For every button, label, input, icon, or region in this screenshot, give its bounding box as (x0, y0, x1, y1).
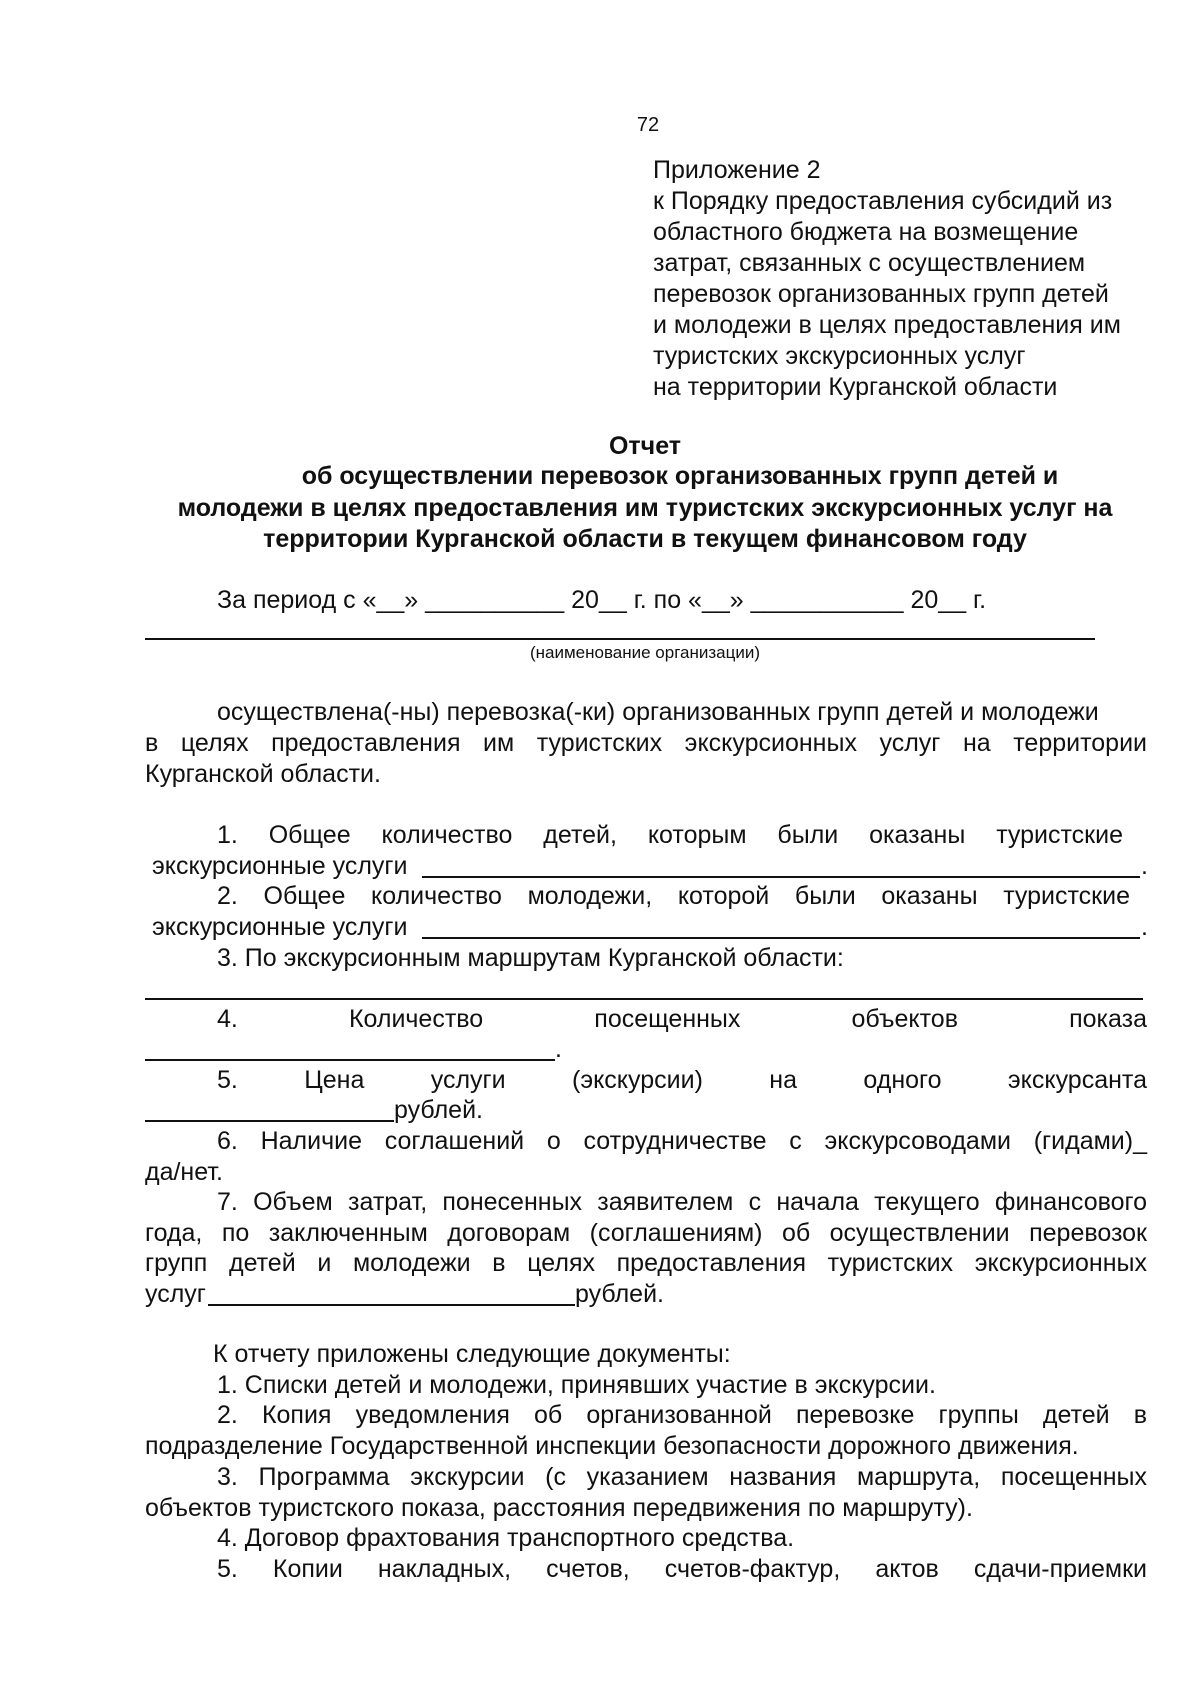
item-1-blank (422, 876, 1140, 878)
item-7-text: услуг (145, 1280, 206, 1308)
item-7-unit: рублей. (575, 1280, 665, 1308)
intro-line: осуществлена(-ны) перевозка(-ки) организованных групп детей и молодежи (217, 698, 1099, 726)
appendix-line: к Порядку предоставления субсидий из (653, 187, 1113, 215)
report-subtitle-line: об осуществлении перевозок организованных групп детей и (301, 462, 1059, 490)
item-3-blank (145, 998, 1143, 1000)
item-3-text: 3. По экскурсионным маршрутам Курганской области: (217, 944, 844, 972)
attachment-item: 1. Списки детей и молодежи, принявших участие в экскурсии. (217, 1371, 936, 1399)
intro-line: в целях предоставления им туристских экскурсионных услуг на территории (145, 729, 1147, 757)
item-2-dot: . (1141, 913, 1148, 941)
appendix-line: на территории Курганской области (653, 373, 1058, 401)
appendix-line: перевозок организованных групп детей (653, 280, 1109, 308)
report-title: Отчет (608, 432, 682, 460)
item-1-text: 1. Общее количество детей, которым были оказаны туристские (217, 821, 1123, 849)
appendix-line: областного бюджета на возмещение (653, 218, 1079, 246)
appendix-line: затрат, связанных с осуществлением (653, 249, 1086, 277)
item-7-blank (208, 1304, 575, 1306)
page-number: 72 (636, 114, 660, 136)
attachment-item: 3. Программа экскурсии (с указанием названия маршрута, посещенных (217, 1463, 1147, 1491)
item-7-text: 7. Объем затрат, понесенных заявителем с начала текущего финансового (217, 1188, 1147, 1216)
item-7-text: групп детей и молодежи в целях предоставления туристских экскурсионных (145, 1249, 1147, 1277)
report-subtitle-line: молодежи в целях предоставления им туристских экскурсионных услуг на (177, 494, 1113, 522)
item-6-text: 6. Наличие соглашений о сотрудничестве с экскурсоводами (гидами)_ (217, 1127, 1147, 1155)
item-1-text: экскурсионные услуги (152, 852, 408, 880)
item-5-unit: рублей. (394, 1096, 484, 1124)
attachment-item: 4. Договор фрахтования транспортного средства. (217, 1524, 795, 1552)
item-5-blank (145, 1120, 394, 1122)
org-name-caption: (наименование организации) (529, 643, 761, 662)
appendix-line: и молодежи в целях предоставления им (653, 311, 1121, 339)
attachment-item: 5. Копии накладных, счетов, счетов-фактур, актов сдачи-приемки (217, 1555, 1147, 1583)
item-4-dot: . (555, 1035, 562, 1063)
report-subtitle-line: территории Курганской области в текущем финансовом году (263, 525, 1027, 553)
item-2-text: экскурсионные услуги (152, 913, 408, 941)
attachment-item: подразделение Государственной инспекции безопасности дорожного движения. (145, 1432, 1079, 1460)
item-2-blank (422, 937, 1140, 939)
appendix-line: туристских экскурсионных услуг (653, 342, 1026, 370)
attachments-intro: К отчету приложены следующие документы: (213, 1340, 731, 1368)
appendix-line: Приложение 2 (653, 156, 821, 184)
item-4-blank (145, 1059, 555, 1061)
period-field: За период с «__» __________ 20__ г. по «__» ___________ 20__ г. (217, 586, 987, 614)
attachment-item: объектов туристского показа, расстояния передвижения по маршруту). (145, 1494, 973, 1522)
item-5-text: 5. Цена услуги (экскурсии) на одного экскурсанта (217, 1066, 1147, 1094)
attachment-item: 2. Копия уведомления об организованной перевозке группы детей в (217, 1401, 1147, 1429)
item-6-text: да/нет. (145, 1158, 223, 1186)
item-7-text: года, по заключенным договорам (соглашениям) об осуществлении перевозок (145, 1219, 1147, 1247)
intro-line: Курганской области. (145, 760, 381, 788)
item-4-text: 4. Количество посещенных объектов показа (217, 1005, 1147, 1033)
item-2-text: 2. Общее количество молодежи, которой были оказаны туристские (217, 882, 1130, 910)
item-1-dot: . (1141, 852, 1148, 880)
appendix-block (653, 155, 1121, 403)
org-name-line (145, 638, 1095, 640)
